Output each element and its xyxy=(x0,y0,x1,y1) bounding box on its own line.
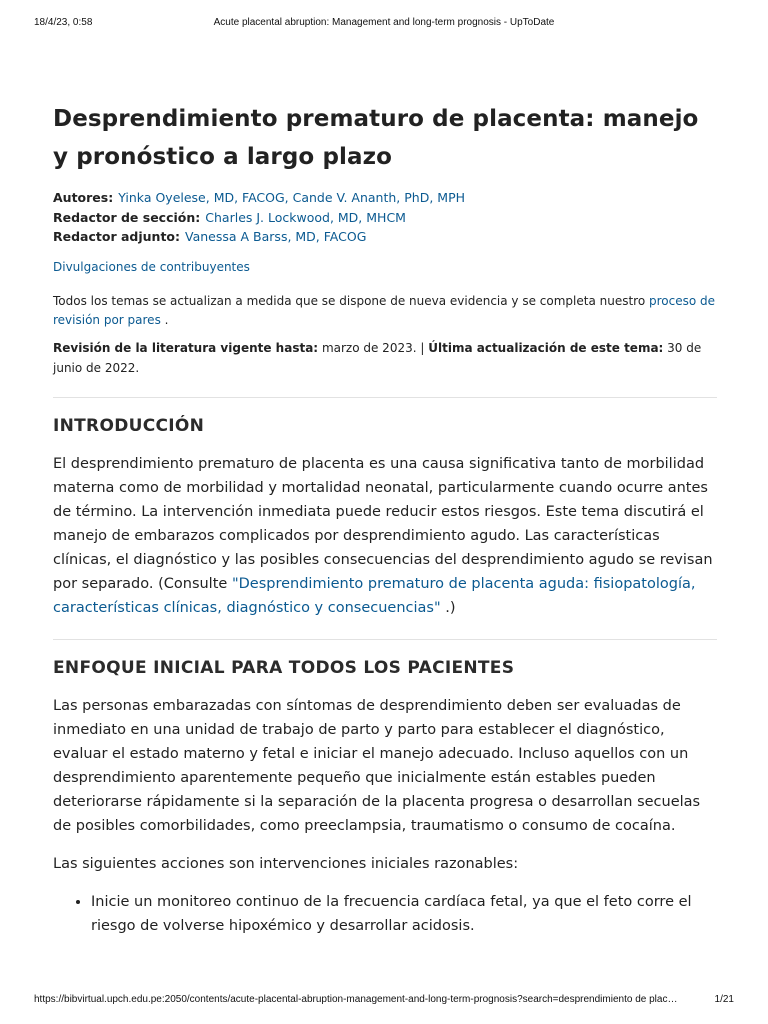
deputy-editor-link[interactable]: Vanessa A Barss, MD, FACOG xyxy=(185,229,367,244)
section-editor-link[interactable]: Charles J. Lockwood, MD, MHCM xyxy=(205,209,406,225)
updated-label: Última actualización de este tema: xyxy=(428,340,664,355)
notice-text: Todos los temas se actualizan a medida que se dispone de nueva evidencia y se completa nuestro xyxy=(53,293,646,308)
peer-review-process-link[interactable]: proceso de revisión por pares xyxy=(53,293,716,327)
approach-paragraph: Las personas embarazadas con síntomas de desprendimiento deben ser evaluadas de inmediato en una unidad de trabajo de parto y parto para establecer el diagnóstico, evaluar el estado materno y fetal e iniciar el manejo adecuado. Incluso aquellos con un desprendimiento aparentemente pequeño que inicialmente están estables pueden deteriorarse rápidamente si la separación de la placenta progresa o desarrollan secuelas de posibles comorbilidades, como preeclampsia, traumatismo o consumo de cocaína. xyxy=(53,697,701,834)
list-item: • Inicie un monitoreo continuo de la frecuencia cardíaca fetal, ya que el feto corre el riesgo de volverse hipoxémico y desarrollar acidosis. xyxy=(91,890,717,938)
authors-row xyxy=(53,188,717,208)
contributor-disclosures-link[interactable]: Divulgaciones de contribuyentes xyxy=(53,259,250,274)
deputy-editor-row xyxy=(53,227,717,247)
intro-text: El desprendimiento prematuro de placenta es una causa significativa tanto de morbilidad materna como de morbilidad y mortalidad neonatal, particularmente cuando ocurre antes de término. La intervención inmediata puede reducir estos riesgos. Este tema discutirá el manejo de embarazos complicados por desprendimiento agudo. Las características clínicas, el diagnóstico y las posibles consecuencias del desprendimiento agudo se revisan por separado. (Consulte xyxy=(53,455,713,592)
updated-value: 30 de junio de 2022. xyxy=(53,340,702,375)
review-dates xyxy=(53,338,717,378)
section-editor-label: Redactor de sección: xyxy=(53,209,201,225)
notice-end: . xyxy=(164,313,169,327)
print-footer xyxy=(0,994,768,1008)
authors-link[interactable]: Yinka Oyelese, MD, FACOG, Cande V. Ananth, PhD, MPH xyxy=(118,190,466,205)
contributors-block xyxy=(53,188,717,247)
divider xyxy=(53,397,717,398)
approach-heading: ENFOQUE INICIAL PARA TODOS LOS PACIENTES xyxy=(53,657,515,678)
print-date: 18/4/23, 0:58 xyxy=(34,17,93,28)
article-title: Desprendimiento prematuro de placenta: manejo y pronóstico a largo plazo xyxy=(53,106,699,170)
review-separator: | xyxy=(420,340,425,355)
article-content xyxy=(53,100,717,938)
review-value: marzo de 2023. xyxy=(321,340,417,355)
update-notice xyxy=(53,292,717,331)
actions-intro: Las siguientes acciones son intervenciones iniciales razonables: xyxy=(53,855,519,872)
divider xyxy=(53,639,717,640)
actions-list xyxy=(53,890,717,938)
print-document-title: Acute placental abruption: Management and long-term prognosis - UpToDate xyxy=(213,17,555,28)
intro-end: .) xyxy=(445,599,456,616)
authors-label: Autores: xyxy=(53,190,114,205)
intro-paragraph xyxy=(53,452,717,620)
related-topic-link[interactable]: "Desprendimiento prematuro de placenta aguda: fisiopatología, características clínicas, diagnóstico y consecuencias" xyxy=(53,575,696,616)
page-count: 1/21 xyxy=(714,994,734,1005)
review-label: Revisión de la literatura vigente hasta: xyxy=(53,340,319,355)
intro-heading: INTRODUCCIÓN xyxy=(53,415,205,436)
page-url: https://bibvirtual.upch.edu.pe:2050/contents/acute-placental-abruption-management-and-long-term-prognosis?search=desprendimiento de plac… xyxy=(34,994,678,1005)
print-header xyxy=(0,17,768,31)
section-editor-row xyxy=(53,208,717,228)
deputy-editor-label: Redactor adjunto: xyxy=(53,229,181,244)
disclosures-row xyxy=(53,258,717,276)
